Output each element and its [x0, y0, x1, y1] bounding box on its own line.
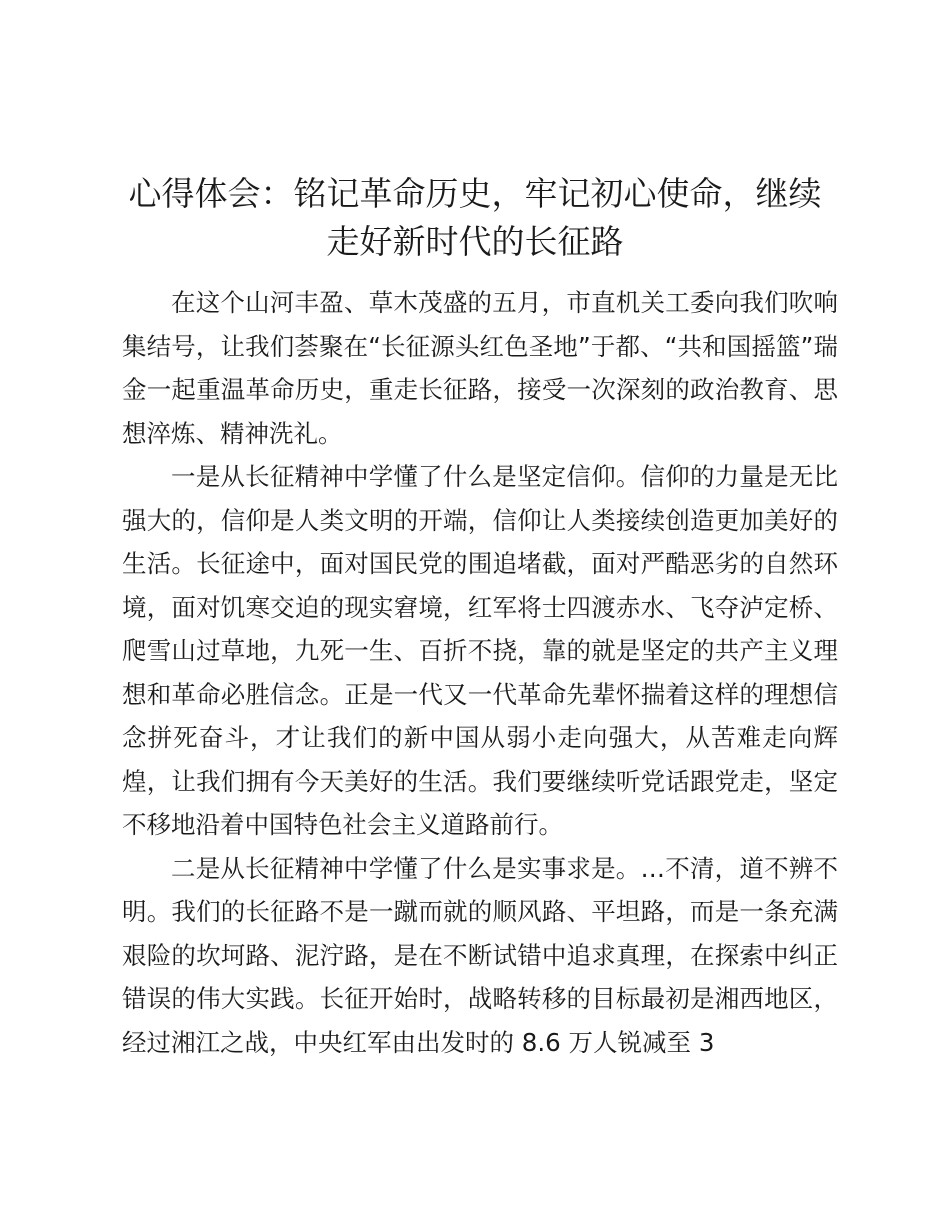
- document-title: 心得体会：铭记革命历史，牢记初心使命，继续走好新时代的长征路: [128, 174, 822, 261]
- paragraph-firm-belief: 一是从长征精神中学懂了什么是坚定信仰。信仰的力量是无比强大的，信仰是人类文明的开端，信仰让人类接续创造更加美好的生活。长征途中，面对国民党的围追堵截，面对严酷恶劣的自然环境，面对饥寒交迫的现实窘境，红军将士四渡赤水、飞夺泸定桥、爬雪山过草地，九死一生、百折不挠，靠的就是坚定的共产主义理想和革命必胜信念。正是一代又一代革命先辈怀揣着这样的理想信念拼死奋斗，才让我们的新中国从弱小走向强大，从苦难走向辉煌，让我们拥有今天美好的生活。我们要继续听党话跟党走，坚定不移地沿着中国特色社会主义道路前行。: [122, 462, 838, 839]
- paragraph-intro: 在这个山河丰盈、草木茂盛的五月，市直机关工委向我们吹响集结号，让我们荟聚在“长征源头红色圣地”于都、“共和国摇篮”瑞金一起重温革命历史，重走长征路，接受一次深刻的政治教育、思想淬炼、精神洗礼。: [122, 288, 838, 448]
- paragraph-seek-truth: 二是从长征精神中学懂了什么是实事求是。…不清，道不辨不明。我们的长征路不是一蹴而就的顺风路、平坦路，而是一条充满艰险的坎坷路、泥泞路，是在不断试错中追求真理，在探索中纠正错误的伟大实践。长征开始时，战略转移的目标最初是湘西地区，经过湘江之战，中央红军由出发时的 8.6 万人锐减至 3: [122, 853, 838, 1057]
- document-body: [122, 281, 838, 1064]
